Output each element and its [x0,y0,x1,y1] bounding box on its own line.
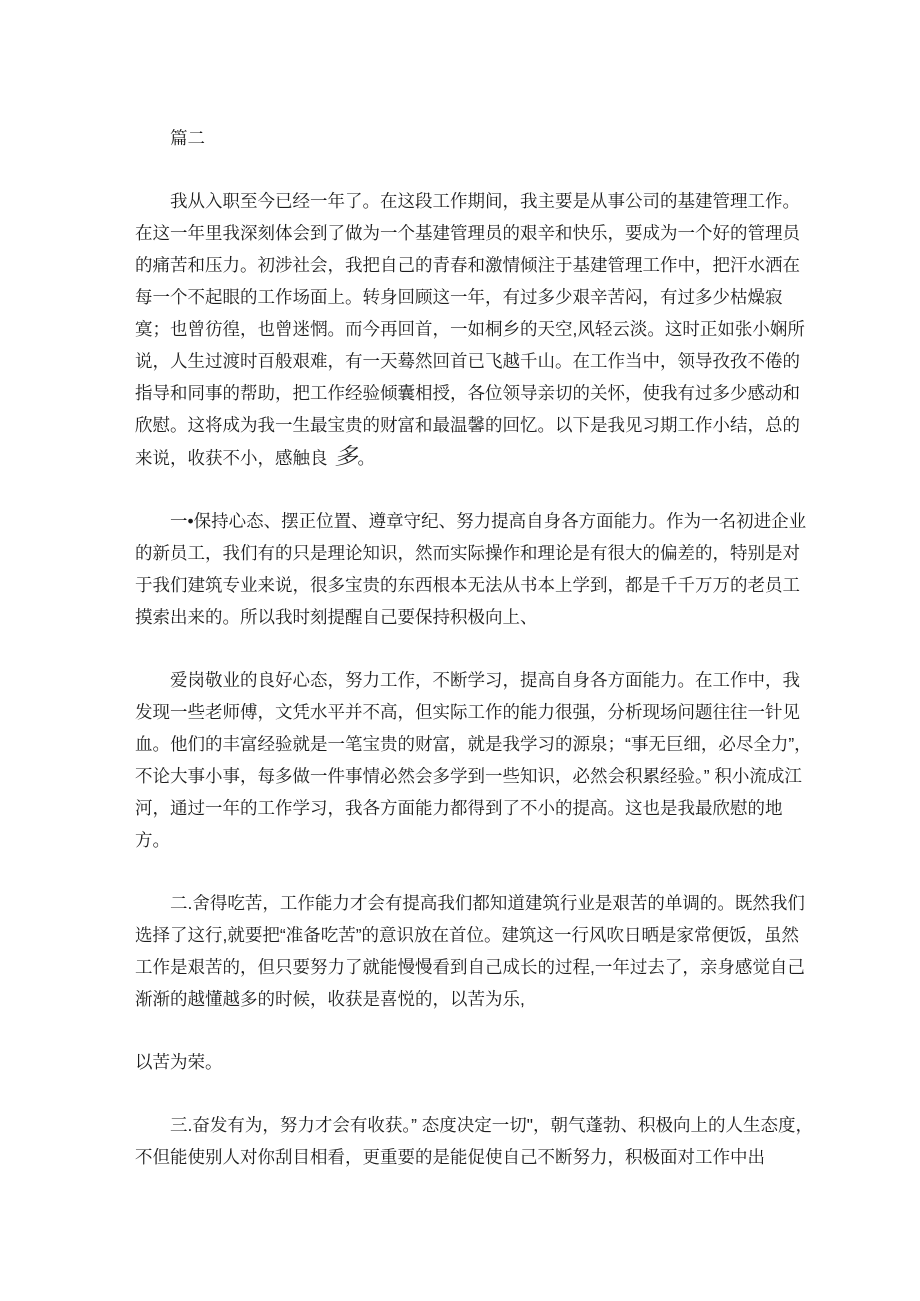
paragraph-orphan-line: 以苦为荣。 [135,1052,223,1072]
paragraph-point-three: 三.奋发有为，努力才会有收获。” 态度决定一切"，朝气蓬勃、积极向上的人生态度，不但能使别人对你刮目相看，更重要的是能促使自己不断努力，积极面对工作中出 [135,1115,814,1167]
paragraph-intro-period: 。 [357,448,375,468]
paragraph-intro [135,185,815,474]
paragraph-point-one-continued: 爱岗敬业的良好心态，努力工作，不断学习，提高自身各方面能力。在工作中，我发现一些老师傅，文凭水平并不高，但实际工作的能力很强，分析现场问题往往一针见血。他们的丰富经验就是一笔宝贵的财富，就是我学习的源泉；“事无巨细，必尽全力”，不论大事小事，每多做一件事情必然会多学到一些知识，必然会积累经验。” 积小流成江河，通过一年的工作学习，我各方面能力都得到了不小的提高。这也是我最欣慰的地方。 [135,670,812,850]
stylized-duo-character: 多 [334,444,358,470]
paragraph-point-two: 二.舍得吃苦，工作能力才会有提高我们都知道建筑行业是艰苦的单调的。既然我们选择了这行,就要把“准备吃苦”的意识放在首位。建筑这一行风吹日晒是家常便饭，虽然工作是艰苦的，但只要努力了就能慢慢看到自己成长的过程,一年过去了，亲身感觉自己渐渐的越懂越多的时候，收获是喜悦的，以苦为乐, [135,893,805,1009]
section-title: 篇二 [170,128,205,148]
paragraph-intro-text: 我从入职至今已经一年了。在这段工作期间，我主要是从事公司的基建管理工作。在这一年里我深刻体会到了做为一个基建管理员的艰辛和快乐，要成为一个好的管理员的痛苦和压力。初涉社会，我把自己的青春和激情倾注于基建管理工作中，把汗水洒在每一个不起眼的工作场面上。转身回顾这一年，有过多少艰辛苦闷，有过多少枯燥寂寞；也曾彷徨，也曾迷惘。而今再回首，一如桐乡的天空,风轻云淡。这时正如张小娴所说，人生过渡时百般艰难，有一天蓦然回首已飞越千山。在工作当中，领导孜孜不倦的指导和同事的帮助，把工作经验倾囊相授，各位领导亲切的关怀，使我有过多少感动和欣慰。这将成为我一生最宝贵的财富和最温馨的回忆。以下是我见习期工作小结，总的来说，收获不小，感触良 [135,191,805,468]
paragraph-point-one: 一•保持心态、摆正位置、遵章守纪、努力提高自身各方面能力。作为一名初进企业的新员工，我们有的只是理论知识，然而实际操作和理论是有很大的偏差的，特别是对于我们建筑专业来说，很多宝贵的东西根本无法从书本上学到，都是千千万万的老员工摸索出来的。所以我时刻提醒自己要保持积极向上、 [135,511,807,627]
